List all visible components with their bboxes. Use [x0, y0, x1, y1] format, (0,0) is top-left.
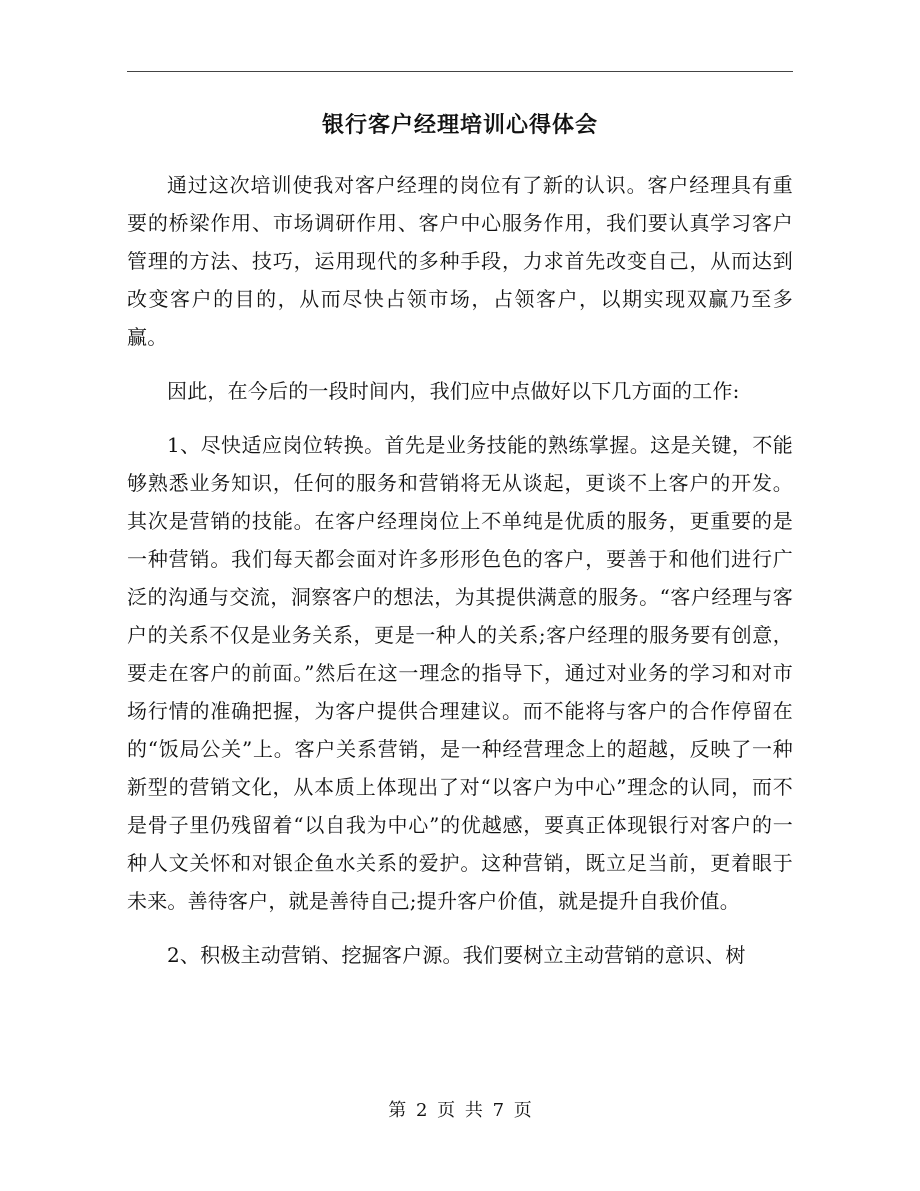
paragraph-transition: 因此，在今后的一段时间内，我们应中点做好以下几方面的工作:: [167, 379, 740, 403]
page-number: 第 2 页 共 7 页: [388, 1100, 532, 1121]
header-rule: [127, 71, 793, 72]
paragraph-point-1: 1、尽快适应岗位转换。首先是业务技能的熟练掌握。这是关键，不能够熟悉业务知识，任何的服务和营销将无从谈起，更谈不上客户的开发。其次是营销的技能。在客户经理岗位上不单纯是优质的服务，更重要的是一种营销。我们每天都会面对许多形形色色的客户，要善于和他们进行广泛的沟通与交流，洞察客户的想法，为其提供满意的服务。“客户经理与客户的关系不仅是业务关系，更是一种人的关系;客户经理的服务要有创意，要走在客户的前面。”然后在这一理念的指导下，通过对业务的学习和对市场行情的准确把握，为客户提供合理建议。而不能将与客户的合作停留在的“饭局公关”上。客户关系营销，是一种经营理念上的超越，反映了一种新型的营销文化，从本质上体现出了对“以客户为中心”理念的认同，而不是骨子里仍残留着“以自我为中心”的优越感，要真正体现银行对客户的一种人文关怀和对银企鱼水关系的爱护。这种营销，既立足当前，更着眼于未来。善待客户，就是善待自己;提升客户价值，就是提升自我价值。: [127, 433, 793, 913]
document-title: 银行客户经理培训心得体会: [321, 112, 598, 138]
document-body: [127, 166, 793, 990]
paragraph-intro: 通过这次培训使我对客户经理的岗位有了新的认识。客户经理具有重要的桥梁作用、市场调研作用、客户中心服务作用，我们要认真学习客户管理的方法、技巧，运用现代的多种手段，力求首先改变自己，从而达到改变客户的目的，从而尽快占领市场，占领客户，以期实现双赢乃至多赢。: [127, 173, 793, 349]
paragraph-point-2: 2、积极主动营销、挖掘客户源。我们要树立主动营销的意识、树: [167, 943, 746, 967]
